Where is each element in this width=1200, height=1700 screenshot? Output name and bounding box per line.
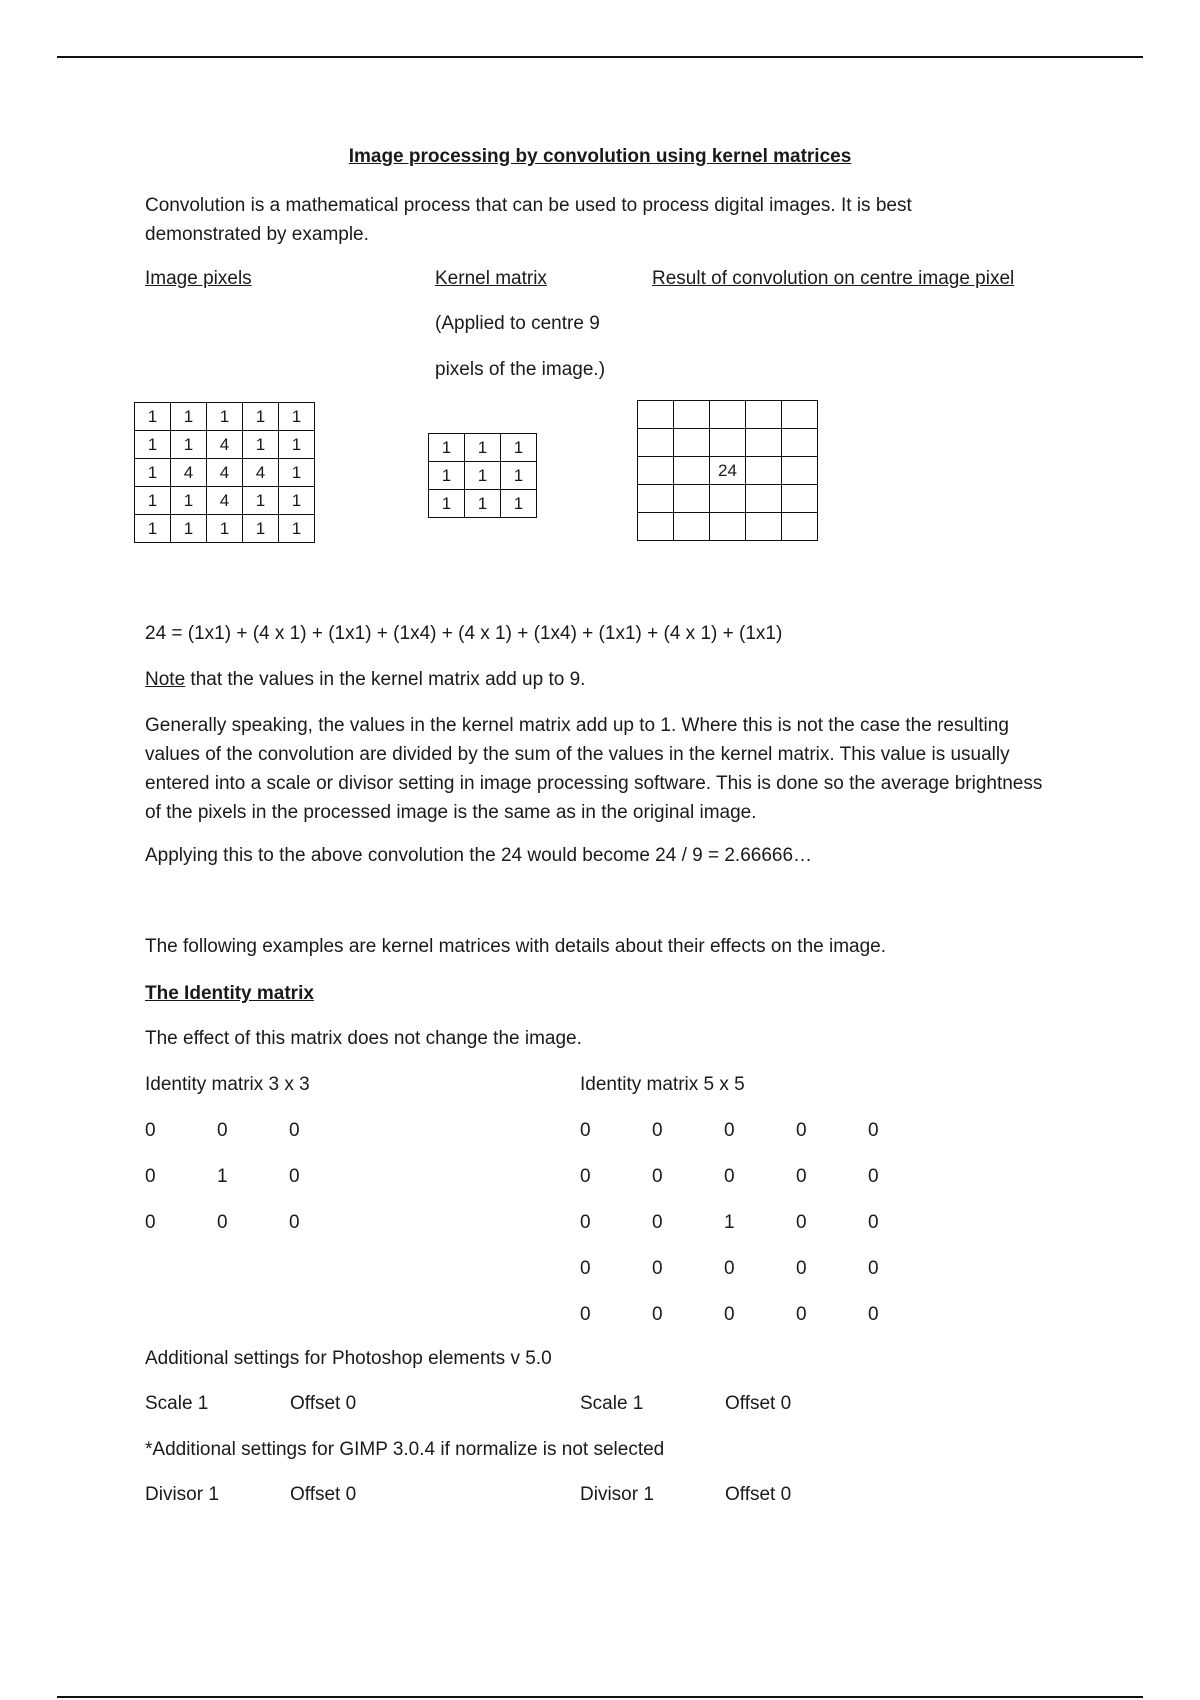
image-pixel-cell: 4 [207, 431, 243, 459]
matrix-cell: 0 [796, 1258, 807, 1279]
page-title: Image processing by convolution using kernel matrices [348, 146, 852, 167]
result-cell [746, 485, 782, 513]
identity-matrix-5x5 [580, 1120, 920, 1350]
image-pixel-cell: 4 [207, 487, 243, 515]
matrix-cell: 0 [580, 1166, 591, 1187]
matrix-cell: 0 [652, 1166, 663, 1187]
image-pixel-cell: 1 [135, 515, 171, 543]
matrix-cell: 0 [217, 1120, 228, 1141]
kernel-note-line-1: (Applied to centre 9 [435, 313, 600, 334]
image-pixel-cell: 1 [171, 403, 207, 431]
image-pixel-cell: 1 [243, 403, 279, 431]
matrix-cell: 0 [796, 1212, 807, 1233]
result-cell: 24 [710, 457, 746, 485]
result-row [638, 401, 818, 429]
matrix-row [580, 1258, 920, 1304]
matrix-cell: 0 [145, 1212, 156, 1233]
kernel-note-line-2: pixels of the image.) [435, 359, 606, 380]
matrix-row [580, 1166, 920, 1212]
matrix-cell: 0 [289, 1212, 300, 1233]
kernel-row [429, 462, 537, 490]
image-pixel-cell: 1 [135, 459, 171, 487]
result-cell [782, 457, 818, 485]
matrix-row [145, 1120, 445, 1166]
matrix-cell: 0 [145, 1166, 156, 1187]
equation: 24 = (1x1) + (4 x 1) + (1x1) + (1x4) + (4 x 1) + (1x4) + (1x1) + (4 x 1) + (1x1) [145, 623, 783, 644]
result-cell [746, 513, 782, 541]
matrix-cell: 0 [289, 1166, 300, 1187]
matrix-cell: 0 [724, 1166, 735, 1187]
intro-paragraph: Convolution is a mathematical process that can be used to process digital images. It is best demonstrated by example. [145, 195, 912, 245]
identity-effect: The effect of this matrix does not change the image. [145, 1028, 582, 1049]
result-row [638, 513, 818, 541]
matrix-cell: 0 [868, 1212, 879, 1233]
matrix-cell: 0 [724, 1258, 735, 1279]
image-pixel-cell: 4 [243, 459, 279, 487]
image-pixel-cell: 1 [243, 515, 279, 543]
result-cell [746, 457, 782, 485]
matrix-cell: 0 [580, 1258, 591, 1279]
result-cell [674, 513, 710, 541]
result-header: Result of convolution on centre image pixel [652, 268, 1015, 289]
kernel-cell: 1 [501, 462, 537, 490]
footer-rule [57, 1696, 1143, 1698]
kernel-cell: 1 [465, 434, 501, 462]
image-pixel-cell: 1 [243, 431, 279, 459]
result-row [638, 457, 818, 485]
note-word: Note [145, 669, 186, 690]
result-cell [782, 401, 818, 429]
identity5-label: Identity matrix 5 x 5 [580, 1074, 745, 1095]
kernel-cell: 1 [429, 490, 465, 518]
image-pixel-cell: 1 [279, 515, 315, 543]
result-cell [710, 485, 746, 513]
applying-line: Applying this to the above convolution the 24 would become 24 / 9 = 2.66666… [145, 845, 813, 866]
image-pixel-cell: 1 [279, 431, 315, 459]
result-cell [674, 429, 710, 457]
identity3-label: Identity matrix 3 x 3 [145, 1074, 310, 1095]
matrix-cell: 0 [217, 1212, 228, 1233]
image-pixel-cell: 1 [171, 431, 207, 459]
matrix-row [580, 1212, 920, 1258]
image-pixel-row [135, 487, 315, 515]
result-cell [638, 429, 674, 457]
result-cell [638, 513, 674, 541]
matrix-cell: 0 [796, 1120, 807, 1141]
matrix-cell: 0 [868, 1258, 879, 1279]
scale-right: Scale 1 [580, 1393, 644, 1414]
matrix-cell: 0 [580, 1120, 591, 1141]
result-cell [782, 513, 818, 541]
result-cell [746, 401, 782, 429]
matrix-cell: 0 [652, 1258, 663, 1279]
kernel-cell: 1 [429, 462, 465, 490]
note-rest: that the values in the kernel matrix add up to 9. [185, 669, 586, 690]
offset2-right: Offset 0 [725, 1484, 792, 1505]
matrix-cell: 0 [796, 1304, 807, 1325]
result-cell [674, 457, 710, 485]
result-row [638, 429, 818, 457]
image-pixels-grid [134, 402, 315, 543]
kernel-row [429, 434, 537, 462]
matrix-row [145, 1212, 445, 1258]
result-cell [674, 485, 710, 513]
image-pixel-cell: 1 [171, 487, 207, 515]
image-pixels-header: Image pixels [145, 268, 252, 289]
matrix-cell: 0 [580, 1212, 591, 1233]
note-line [145, 669, 585, 691]
result-cell [710, 401, 746, 429]
image-pixel-row [135, 403, 315, 431]
image-pixel-row [135, 431, 315, 459]
image-pixel-cell: 1 [207, 403, 243, 431]
matrix-row [580, 1120, 920, 1166]
offset2-left: Offset 0 [290, 1484, 357, 1505]
result-cell [638, 457, 674, 485]
result-cell [638, 401, 674, 429]
image-pixel-cell: 4 [171, 459, 207, 487]
image-pixel-cell: 1 [135, 403, 171, 431]
matrix-row [145, 1166, 445, 1212]
divisor-right: Divisor 1 [580, 1484, 654, 1505]
matrix-cell: 1 [217, 1166, 228, 1187]
image-pixel-row [135, 515, 315, 543]
matrix-row [580, 1304, 920, 1350]
kernel-row [429, 490, 537, 518]
kernel-matrix-header: Kernel matrix [435, 268, 547, 289]
kernel-cell: 1 [501, 434, 537, 462]
result-row [638, 485, 818, 513]
matrix-cell: 0 [724, 1120, 735, 1141]
result-cell [782, 429, 818, 457]
result-cell [638, 485, 674, 513]
gimp-settings: *Additional settings for GIMP 3.0.4 if normalize is not selected [145, 1439, 665, 1460]
result-cell [710, 513, 746, 541]
matrix-cell: 0 [289, 1120, 300, 1141]
result-cell [782, 485, 818, 513]
image-pixel-cell: 1 [279, 459, 315, 487]
matrix-cell: 1 [724, 1212, 735, 1233]
kernel-matrix-grid [428, 433, 537, 518]
kernel-cell: 1 [501, 490, 537, 518]
header-rule [57, 56, 1143, 58]
kernel-cell: 1 [465, 462, 501, 490]
image-pixel-row [135, 459, 315, 487]
image-pixel-cell: 1 [279, 487, 315, 515]
image-pixel-cell: 4 [207, 459, 243, 487]
result-grid [637, 400, 818, 541]
result-cell [746, 429, 782, 457]
matrix-cell: 0 [580, 1304, 591, 1325]
image-pixel-cell: 1 [135, 431, 171, 459]
matrix-cell: 0 [652, 1304, 663, 1325]
general-paragraph: Generally speaking, the values in the kernel matrix add up to 1. Where this is not the case the resulting values of the convolution are divided by the sum of the values in the kernel matrix. This value is usually entered into a scale or divisor setting in image processing software. This is done so the average brightness of the pixels in the processed image is the same as in the original image. [145, 715, 1043, 823]
matrix-cell: 0 [868, 1304, 879, 1325]
result-cell [674, 401, 710, 429]
scale-left: Scale 1 [145, 1393, 209, 1414]
matrix-cell: 0 [724, 1304, 735, 1325]
kernel-cell: 1 [429, 434, 465, 462]
identity-heading: The Identity matrix [145, 983, 314, 1004]
matrix-cell: 0 [868, 1120, 879, 1141]
matrix-cell: 0 [652, 1120, 663, 1141]
result-cell [710, 429, 746, 457]
matrix-cell: 0 [796, 1166, 807, 1187]
photoshop-settings: Additional settings for Photoshop elements v 5.0 [145, 1348, 552, 1369]
following-line: The following examples are kernel matrices with details about their effects on the image. [145, 936, 887, 957]
kernel-cell: 1 [465, 490, 501, 518]
image-pixel-cell: 1 [207, 515, 243, 543]
matrix-cell: 0 [868, 1166, 879, 1187]
image-pixel-cell: 1 [171, 515, 207, 543]
matrix-cell: 0 [652, 1212, 663, 1233]
identity-matrix-3x3 [145, 1120, 445, 1258]
offset-right: Offset 0 [725, 1393, 792, 1414]
matrix-cell: 0 [145, 1120, 156, 1141]
divisor-left: Divisor 1 [145, 1484, 219, 1505]
offset-left: Offset 0 [290, 1393, 357, 1414]
image-pixel-cell: 1 [135, 487, 171, 515]
image-pixel-cell: 1 [279, 403, 315, 431]
image-pixel-cell: 1 [243, 487, 279, 515]
